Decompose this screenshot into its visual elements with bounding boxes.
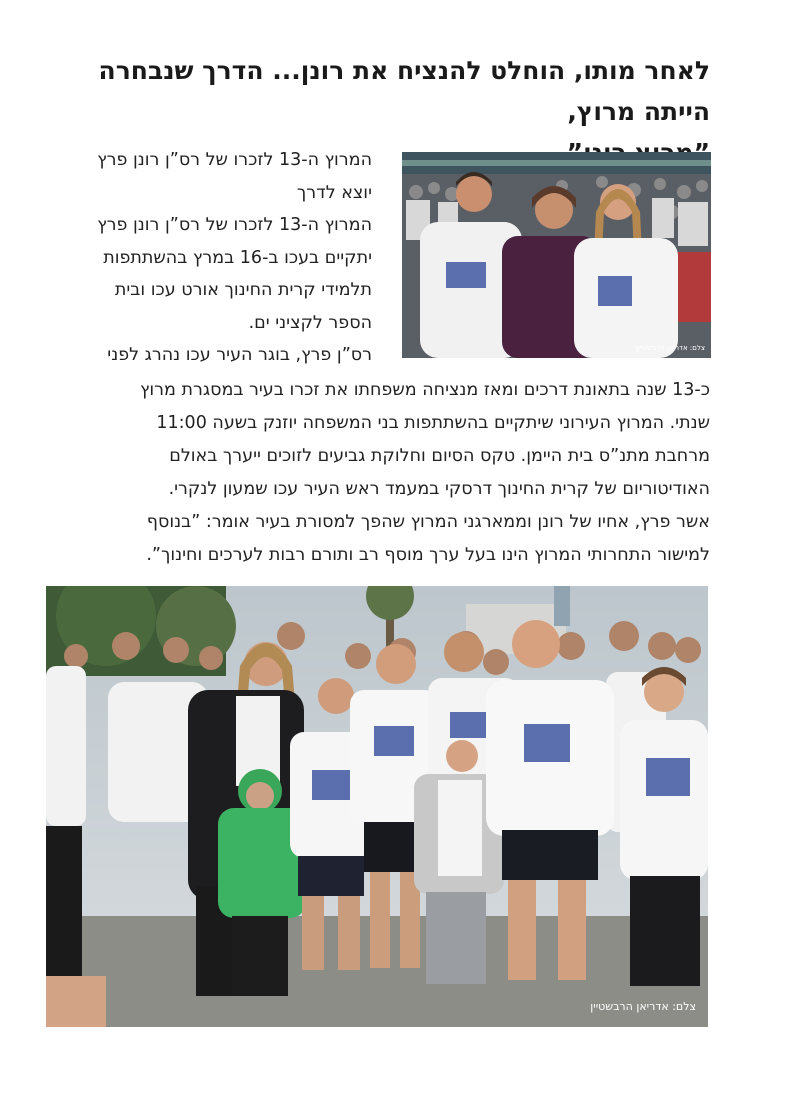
headline-line-1: לאחר מותו, הוחלט להנציח את רונן... הדרך שנבחרה הייתה מרוץ, [98,56,710,126]
column-line: המרוץ ה-13 לזכרו של רס”ן רונן פרץ [97,150,372,170]
bottom-photo-credit: צלם: אדריאן הרבשטיין [590,1000,696,1013]
bottom-photo [46,586,708,1027]
column-line: המרוץ ה-13 לזכרו של רס”ן רונן פרץ [97,215,372,235]
body-text [44,374,710,572]
body-line: כ-13 שנה בתאונת דרכים ומאז מנציחה משפחתו את זכרו בעיר במסגרת מרוץ [139,380,710,400]
body-line: אשר פרץ, אחיו של רונן וממארגני המרוץ שהפך למסורת בעיר אומר: ”בנוסף [146,512,710,532]
column-line: הספר לקציני ים. [248,312,372,333]
bottom-photo-image [46,586,708,1027]
top-photo-image [402,152,711,358]
top-photo-credit: צלם: אדריאן הרבשטייןך [633,344,705,352]
body-line: מרחבת מתנ”ס בית היימן. טקס הסיום וחלוקת גביעים לזוכים ייערך באולם [169,446,710,466]
column-line: רס”ן פרץ, בוגר העיר עכו נהרג לפני [107,345,372,365]
body-line: למישור התחרותי המרוץ הינו בעל ערך מוסף רב ותורם רבות לערכים וחינוך”. [146,545,710,565]
column-line: תלמידי קרית החינוך אורט עכו ובית [114,280,372,300]
column-text [44,144,372,372]
column-line: יוצא לדרך [296,182,372,203]
column-line: יתקיים בעכו ב-16 במרץ בהשתתפות [103,247,372,268]
top-photo [402,152,711,358]
body-line: שנתי. המרוץ העירוני שיתקיים בהשתתפות בני המשפחה יוזנק בשעה 11:00 [156,413,710,433]
body-line: האודיטוריום של קרית החינוך דרסקי במעמד ראש העיר עכו שמעון לנקרי. [168,479,710,499]
